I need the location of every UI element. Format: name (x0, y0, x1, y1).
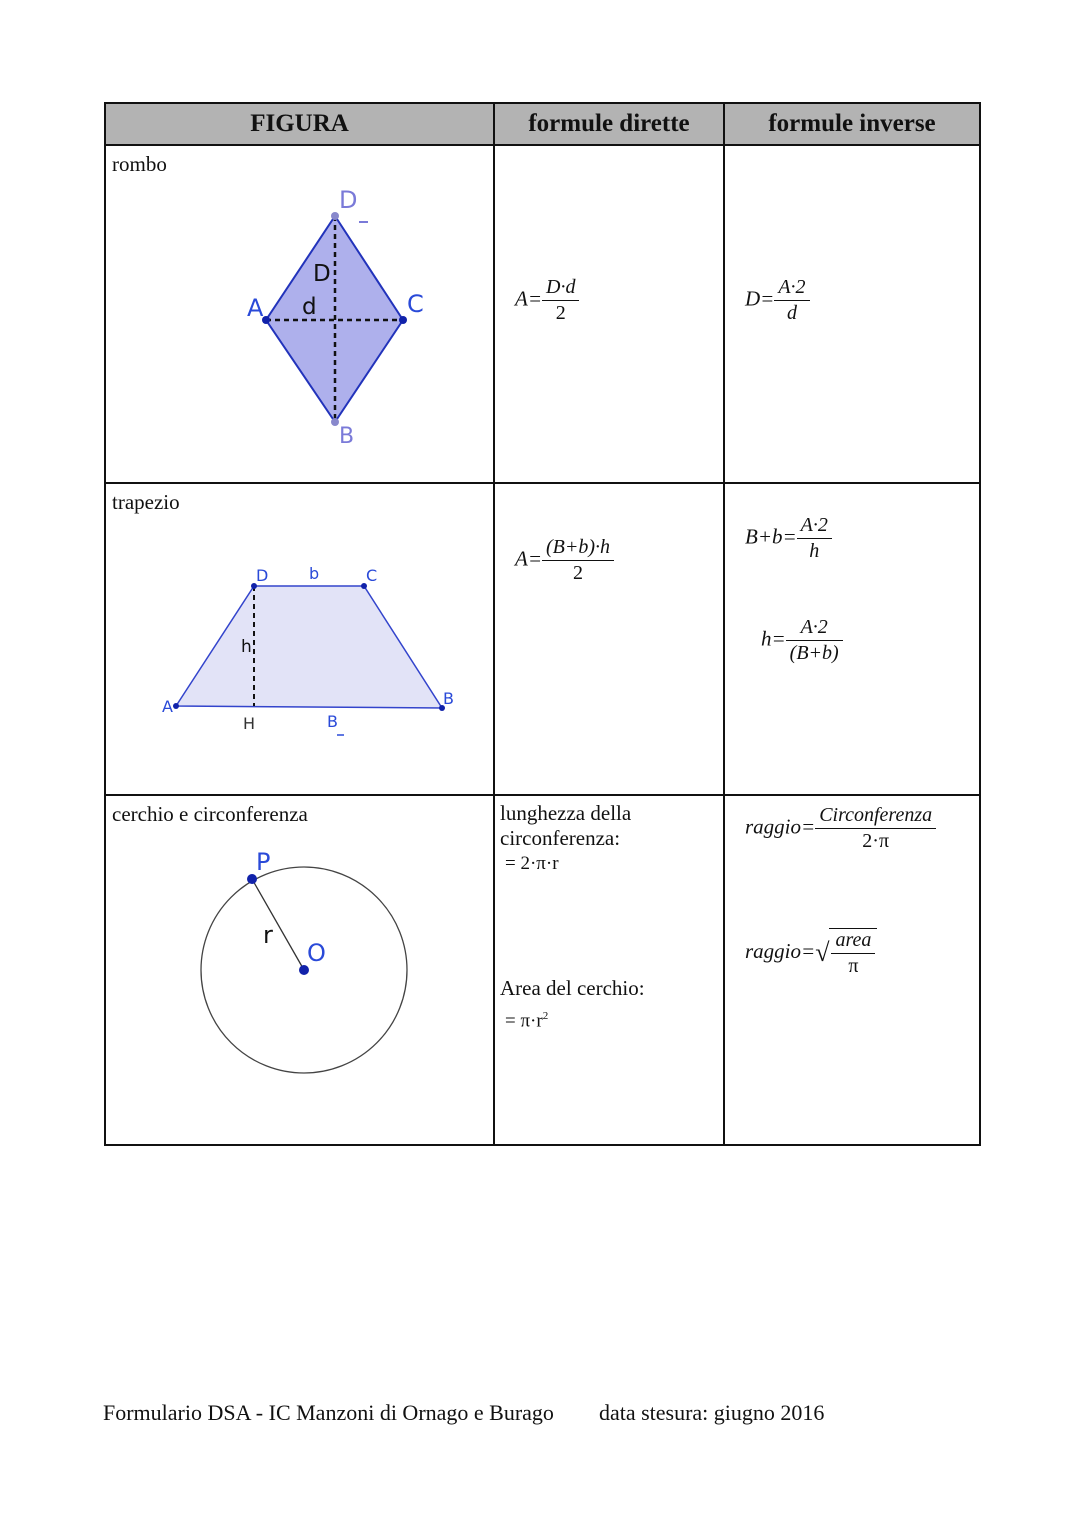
cerchio-label-o: O (307, 939, 326, 967)
trapezio-label-h-foot: H (243, 714, 256, 733)
circonferenza-label: lunghezza della circonferenza: = 2·π·r (500, 801, 632, 874)
trapezio-label-base-minor: b (309, 564, 320, 583)
rombo-area-formula: A= $\frac{D\cdot d}{2}$ (515, 276, 579, 325)
area-cerchio-formula: = $\pi\cdot r^2$ (505, 1010, 549, 1032)
rombo-label-a: A (247, 294, 264, 322)
rombo-point-b (331, 418, 339, 426)
footer-right: data stesura: giugno 2016 (598, 1400, 825, 1425)
cerchio-label-p: P (256, 848, 271, 876)
rombo-label-diag-minor: d (302, 294, 317, 320)
header-formule-inverse: formule inverse (724, 103, 980, 145)
cerchio-label: cerchio e circonferenza (112, 802, 308, 826)
trapezio-area-formula: A= $\frac{(B+b)\cdot h}{2}$ (515, 536, 614, 585)
trapezio-shape (176, 586, 442, 708)
rombo-point-c (399, 316, 407, 324)
header-row (105, 103, 980, 145)
cerchio-figure-cell (106, 796, 493, 1144)
rombo-point-d (331, 212, 339, 220)
area-cerchio-label: Area del cerchio: = $\pi\cdot r^2$ (500, 976, 645, 1032)
rombo-label-b: B (339, 424, 355, 449)
rombo-inverse-cell (725, 146, 979, 482)
trapezio-bases-formula: B+b= $\frac{A\cdot 2}{h}$ (745, 514, 832, 563)
cerchio-direct-cell (495, 796, 723, 1144)
raggio-area-formula: raggio=√ $\frac{\text{area}}{\pi}$ (745, 928, 877, 978)
trapezio-label-height: h (241, 637, 252, 657)
cerchio-inverse-cell (725, 796, 979, 1144)
header-figura: FIGURA (105, 103, 494, 145)
trapezio-label-a: A (162, 697, 173, 716)
cerchio-radius (252, 879, 304, 970)
footer-left: Formulario DSA - IC Manzoni di Ornago e Burago (103, 1400, 554, 1425)
trapezio-label-b: B (443, 689, 454, 708)
trapezio-diagram (106, 484, 491, 794)
trapezio-label-d: D (256, 566, 269, 585)
trapezio-figure-cell (106, 484, 493, 794)
trapezio-label-base-major: B (327, 712, 338, 731)
formula-table (104, 102, 981, 1146)
cerchio-diagram (106, 796, 491, 1144)
rombo-label-d-top: D (339, 186, 358, 214)
rombo-figure-cell (106, 146, 493, 482)
trapezio-inverse-cell (725, 484, 979, 794)
rombo-diagram (106, 146, 491, 482)
rombo-diagonal-formula: D= $\frac{A\cdot 2}{d}$ (745, 276, 810, 325)
trapezio-height-formula: h= $\frac{A\cdot 2}{(B+b)}$ (761, 616, 843, 665)
header-formule-dirette: formule dirette (494, 103, 724, 145)
trapezio-label: trapezio (112, 490, 180, 514)
table-row-trapezio (105, 483, 980, 795)
trapezio-direct-cell (495, 484, 723, 794)
rombo-label: rombo (112, 152, 167, 176)
rombo-label-c: C (407, 290, 424, 318)
rombo-direct-cell (495, 146, 723, 482)
trapezio-label-c: C (366, 566, 378, 585)
table-row-cerchio (105, 795, 980, 1145)
rombo-label-diag-major: D (313, 261, 331, 287)
raggio-circonferenza-formula: raggio= $\frac{\text{Circonferenza}}{2\cdot\pi}$ (745, 804, 936, 853)
footer (103, 1400, 824, 1426)
circonferenza-formula: = 2·π·r (505, 853, 559, 874)
table-row-rombo (105, 145, 980, 483)
cerchio-label-r: r (263, 921, 273, 949)
